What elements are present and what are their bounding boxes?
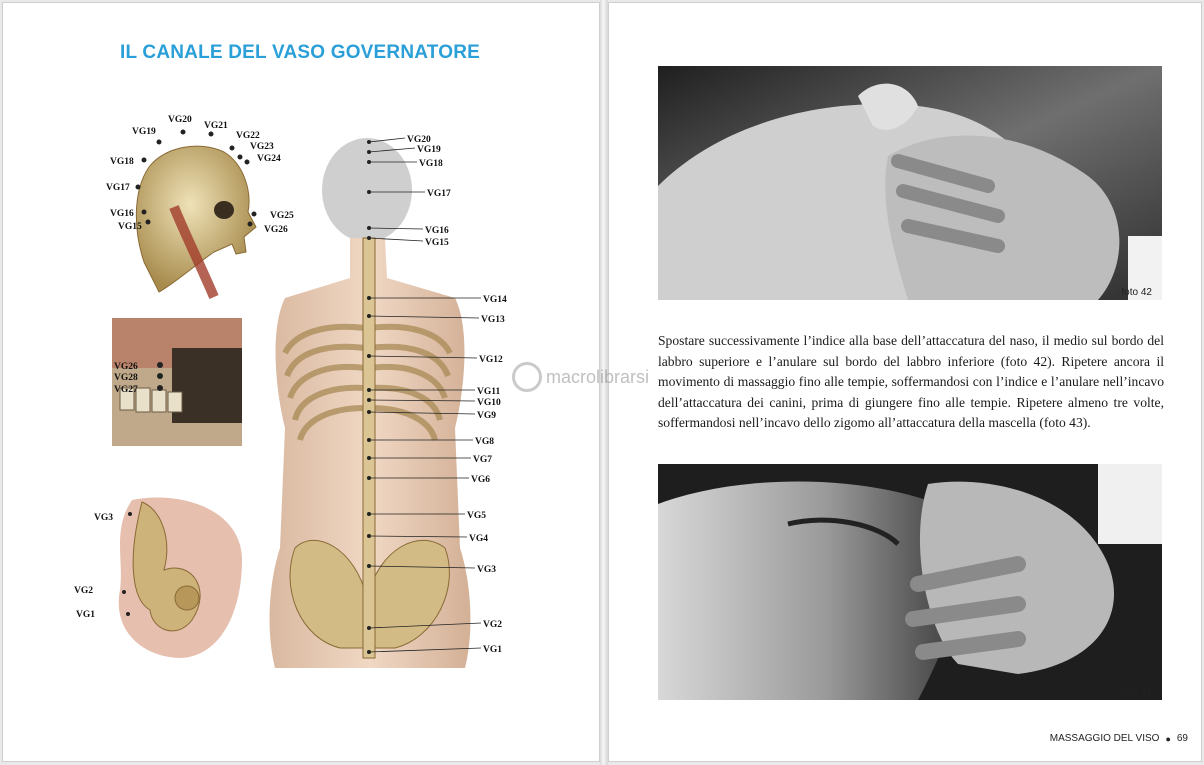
pelvis-figure bbox=[72, 480, 252, 660]
spine-figure bbox=[255, 128, 515, 668]
skull-label: VG23 bbox=[250, 142, 274, 152]
page-title: IL CANALE DEL VASO GOVERNATORE bbox=[120, 42, 481, 63]
spine-label: VG15 bbox=[425, 238, 449, 248]
spine-label: VG1 bbox=[483, 645, 502, 655]
spine-label: VG17 bbox=[427, 189, 451, 199]
spine-label: VG19 bbox=[417, 145, 441, 155]
photo-face-massage-2 bbox=[658, 464, 1162, 700]
skull-label: VG21 bbox=[204, 121, 228, 131]
teeth-label: VG26 bbox=[114, 362, 138, 372]
spine-label: VG11 bbox=[477, 387, 501, 397]
body-paragraph: Spostare successivamente l’indice alla base dell’attaccatura del naso, il medio sul bordo del labbro superiore e l’anulare sul bordo del labbro inferiore (foto 42). Ripetere ancora il movimento di massaggio fino alle tempie, soffermandosi con l’indice e l’anulare nell’incavo dell’attaccatura dei canini, prima di giungere fino alle tempie. Ripetere almeno tre volte, soffermandosi nell’incavo dello zigomo all’attaccatura della mascella (foto 43). bbox=[658, 333, 1164, 430]
page-footer bbox=[1050, 733, 1188, 744]
page-number: 69 bbox=[1176, 733, 1188, 744]
pelvis-label: VG2 bbox=[74, 586, 93, 596]
skull-label: VG15 bbox=[118, 222, 142, 232]
spine-label: VG2 bbox=[483, 620, 502, 630]
spine-label: VG10 bbox=[477, 398, 501, 408]
pelvis-label: VG3 bbox=[94, 513, 113, 523]
skull-label: VG26 bbox=[264, 225, 288, 235]
watermark-text: macrolibrarsi bbox=[546, 366, 650, 387]
spine-label: VG14 bbox=[483, 295, 507, 305]
watermark-logo-icon bbox=[512, 362, 542, 392]
watermark bbox=[512, 362, 649, 392]
spine-label: VG20 bbox=[407, 135, 431, 145]
pelvis-label: VG1 bbox=[76, 610, 95, 620]
skull-label: VG20 bbox=[168, 115, 192, 125]
teeth-label: VG28 bbox=[114, 373, 138, 383]
spine-label: VG3 bbox=[477, 565, 496, 575]
spine-label: VG8 bbox=[475, 437, 494, 447]
teeth-figure bbox=[112, 318, 242, 446]
skull-label: VG19 bbox=[132, 127, 156, 137]
skull-label: VG25 bbox=[270, 211, 294, 221]
teeth-label: VG27 bbox=[114, 385, 138, 395]
skull-label: VG24 bbox=[257, 154, 281, 164]
skull-label: VG18 bbox=[110, 157, 134, 167]
spine-label: VG4 bbox=[469, 534, 488, 544]
spine-label: VG6 bbox=[471, 475, 490, 485]
spine-label: VG18 bbox=[419, 159, 443, 169]
skull-label: VG17 bbox=[106, 183, 130, 193]
spine-label: VG12 bbox=[479, 355, 503, 365]
spine-label: VG13 bbox=[481, 315, 505, 325]
skull-label: VG16 bbox=[110, 209, 134, 219]
spine-label: VG7 bbox=[473, 455, 492, 465]
spine-label: VG5 bbox=[467, 511, 486, 521]
skull-label: VG22 bbox=[236, 131, 260, 141]
photo-caption: foto 42 bbox=[1121, 287, 1152, 298]
photo-caption: foto 43 bbox=[1121, 687, 1152, 698]
footer-section-title: MASSAGGIO DEL VISO bbox=[1049, 733, 1160, 744]
bullet-icon: ● bbox=[1165, 733, 1171, 744]
spine-label: VG16 bbox=[425, 226, 449, 236]
spine-label: VG9 bbox=[477, 411, 496, 421]
photo-face-massage-1 bbox=[658, 66, 1162, 300]
